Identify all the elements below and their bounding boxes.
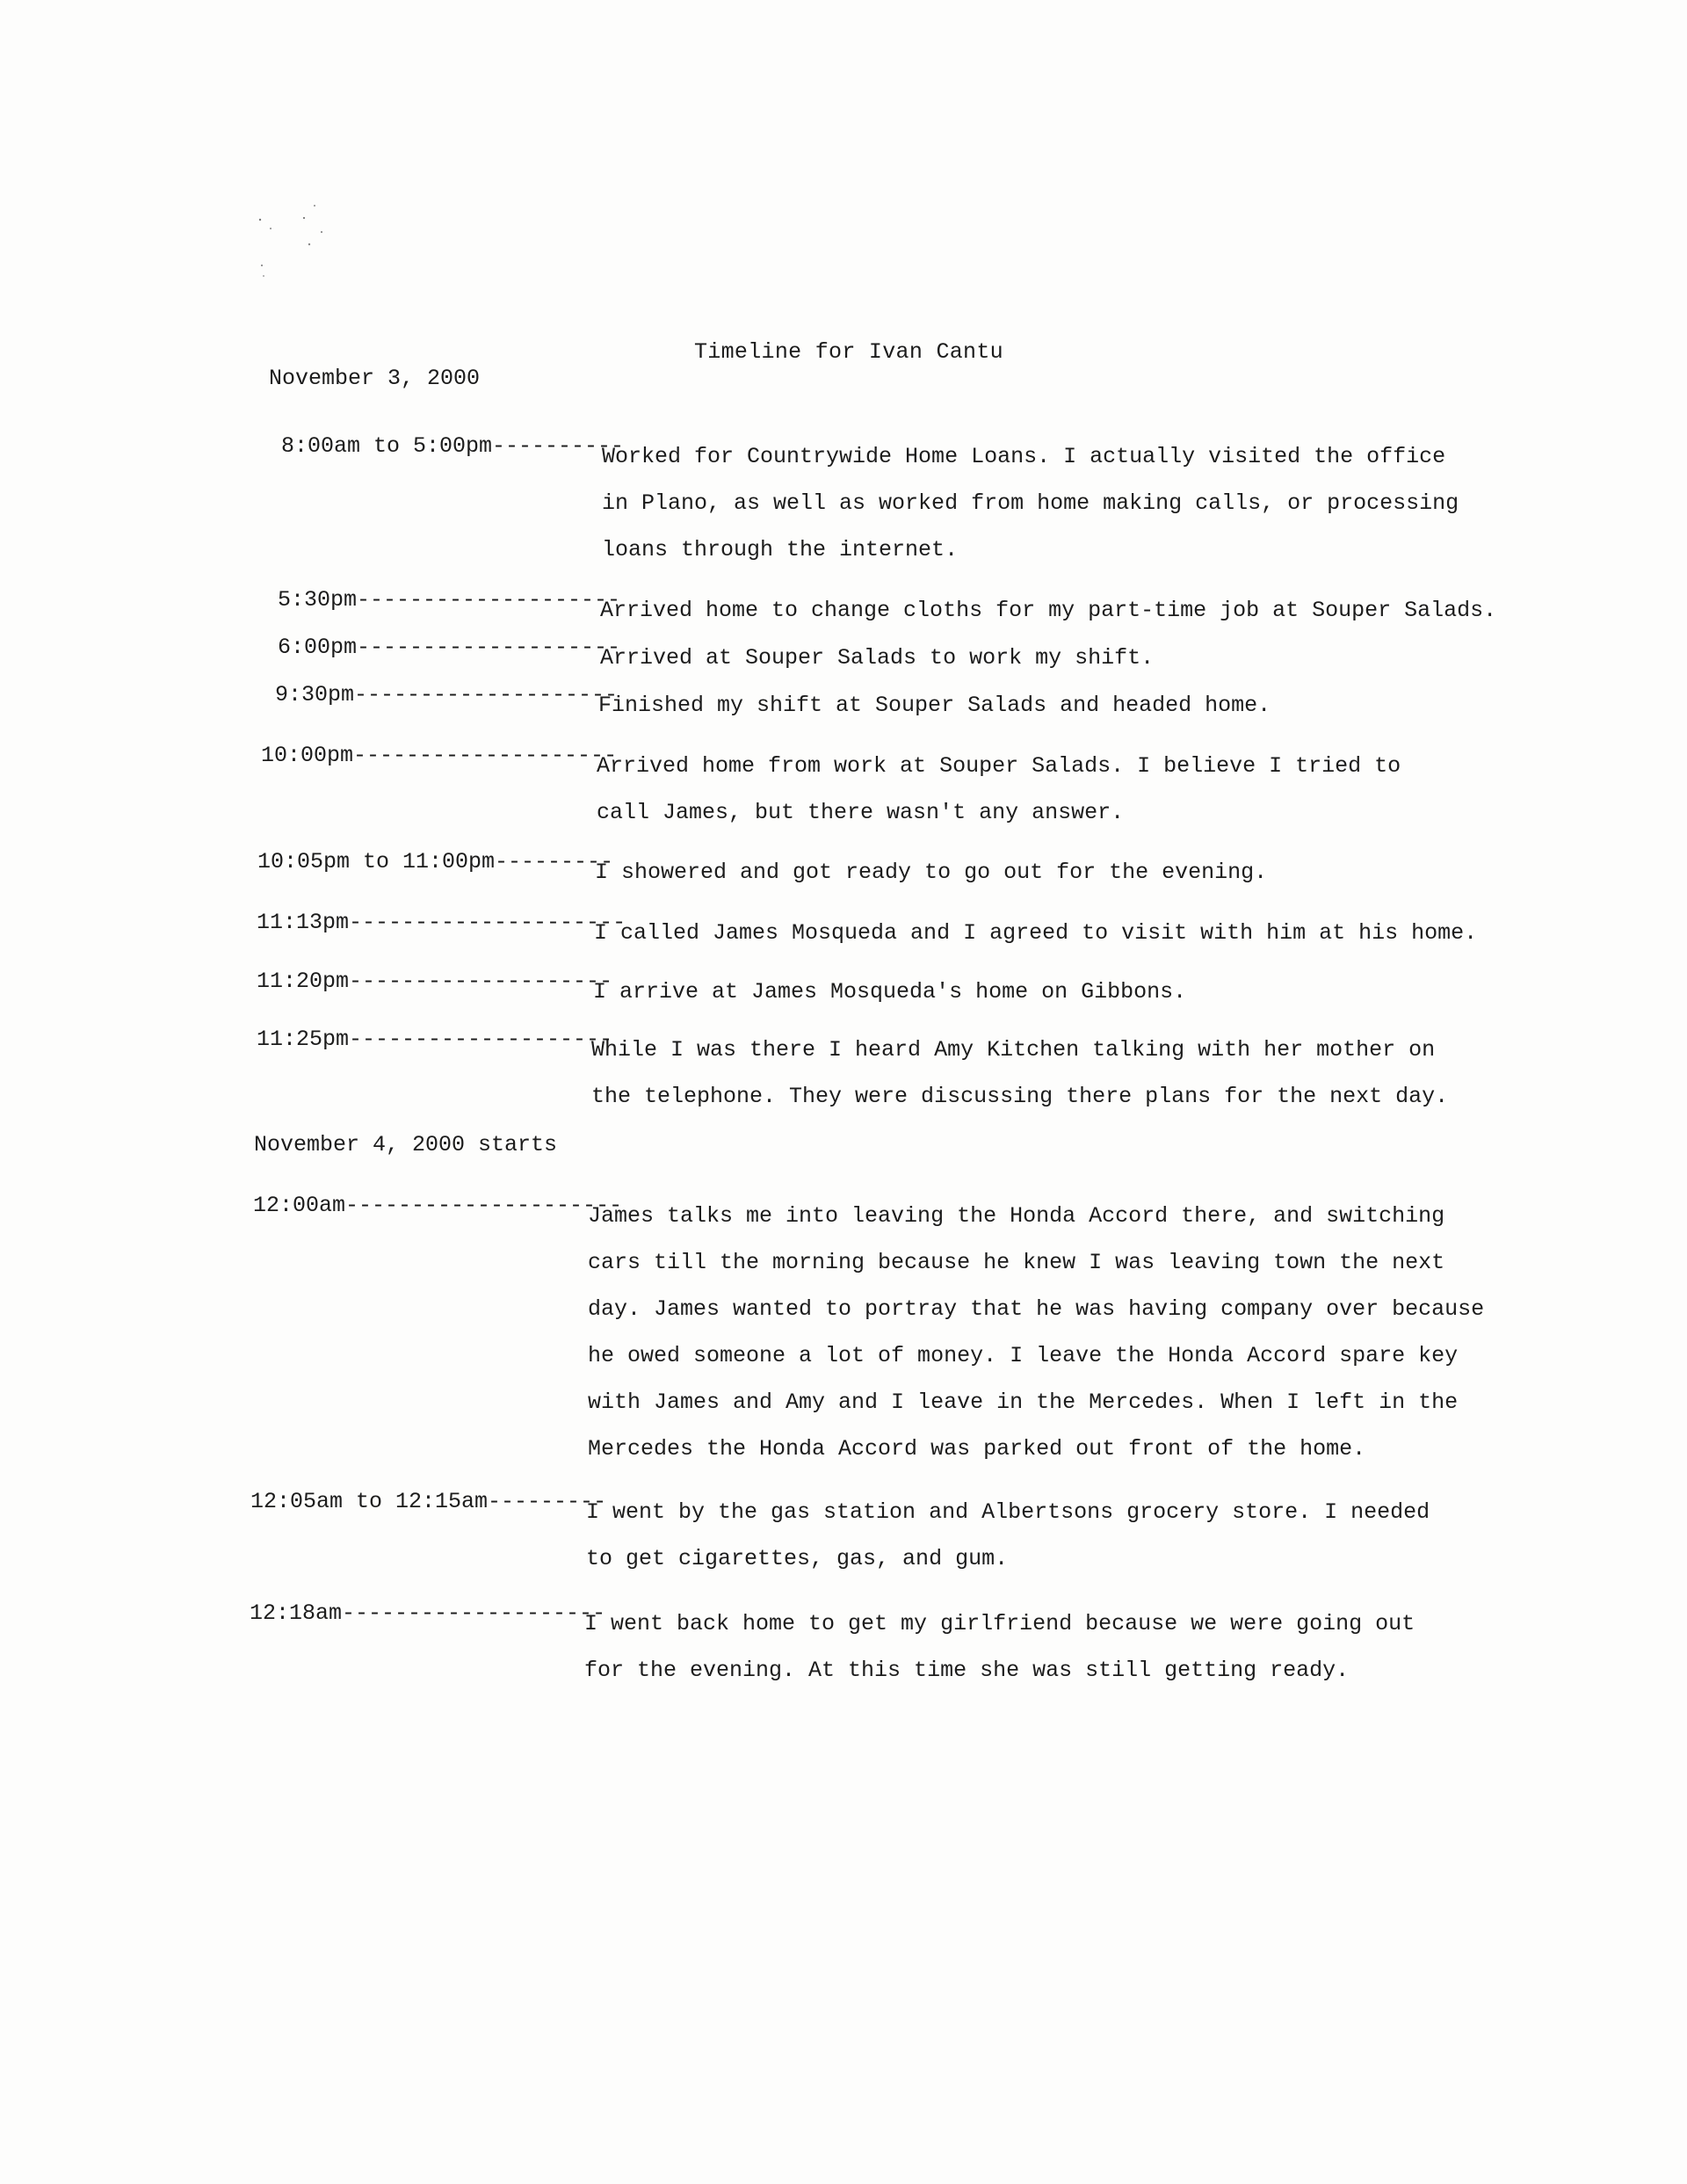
entry-description (595, 849, 1267, 896)
entry-time: 12:18am-------------------- (250, 1600, 606, 1626)
entry-time: 11:25pm-------------------- (257, 1027, 613, 1052)
scan-specks (255, 202, 351, 281)
entry-line: Mercedes the Honda Accord was parked out front of the home. (588, 1436, 1366, 1462)
entry-line: to get cigarettes, gas, and gum. (586, 1546, 1009, 1571)
entry-line: Arrived home from work at Souper Salads. I believe I tried to (597, 753, 1401, 779)
entry-line: I called James Mosqueda and I agreed to visit with him at his home. (594, 920, 1478, 946)
entry-time: 5:30pm-------------------- (278, 587, 621, 613)
entry-line: loans through the internet. (602, 537, 959, 562)
entry-line: I went back home to get my girlfriend because we were going out (584, 1611, 1415, 1636)
entry-description (602, 433, 1459, 573)
entry-line: with James and Amy and I leave in the Mercedes. When I left in the (588, 1389, 1459, 1415)
entry-description (594, 910, 1477, 956)
entry-description (588, 1193, 1484, 1472)
entry-description (593, 969, 1186, 1015)
entry-line: Finished my shift at Souper Salads and headed home. (598, 693, 1271, 718)
entry-line: While I was there I heard Amy Kitchen talking with her mother on (591, 1037, 1436, 1063)
entry-description (584, 1600, 1415, 1694)
entry-line: cars till the morning because he knew I was leaving town the next (588, 1250, 1445, 1275)
entry-line: Worked for Countrywide Home Loans. I actually visited the office (602, 444, 1446, 469)
entry-time: 11:20pm-------------------- (257, 969, 613, 994)
entry-description (591, 1027, 1448, 1120)
entry-line: call James, but there wasn't any answer. (597, 800, 1125, 825)
entry-line: I went by the gas station and Albertsons grocery store. I needed (586, 1499, 1430, 1525)
entry-time: 10:00pm-------------------- (261, 743, 618, 768)
entry-line: for the evening. At this time she was still getting ready. (584, 1658, 1350, 1683)
entry-line: Arrived home to change cloths for my part-time job at Souper Salads. (600, 598, 1497, 623)
entry-description (598, 682, 1271, 729)
entry-time: 12:05am to 12:15am--------- (250, 1489, 607, 1514)
date-header-nov-3: November 3, 2000 (269, 366, 481, 391)
entry-description (600, 587, 1496, 634)
entry-line: I arrive at James Mosqueda's home on Gibbons. (593, 979, 1187, 1005)
entry-line: Arrived at Souper Salads to work my shift. (600, 645, 1155, 671)
entry-line: the telephone. They were discussing there plans for the next day. (591, 1084, 1449, 1109)
entry-time: 8:00am to 5:00pm---------- (281, 433, 625, 459)
entry-description (597, 743, 1401, 836)
entry-time: 12:00am--------------------- (253, 1193, 623, 1218)
document-title: Timeline for Ivan Cantu (694, 339, 1003, 365)
entry-time: 10:05pm to 11:00pm--------- (257, 849, 614, 874)
date-header-nov-4: November 4, 2000 starts (254, 1132, 558, 1157)
entry-line: he owed someone a lot of money. I leave the Honda Accord spare key (588, 1343, 1459, 1368)
entry-time: 11:13pm--------------------- (257, 910, 626, 935)
entry-line: James talks me into leaving the Honda Accord there, and switching (588, 1203, 1445, 1229)
entry-description (586, 1489, 1430, 1582)
entry-line: in Plano, as well as worked from home making calls, or processing (602, 490, 1459, 516)
entry-time: 9:30pm-------------------- (275, 682, 619, 707)
entry-line: I showered and got ready to go out for the evening. (595, 860, 1268, 885)
entry-line: day. James wanted to portray that he was having company over because (588, 1296, 1485, 1322)
entry-description (600, 635, 1154, 681)
entry-time: 6:00pm-------------------- (278, 635, 621, 660)
